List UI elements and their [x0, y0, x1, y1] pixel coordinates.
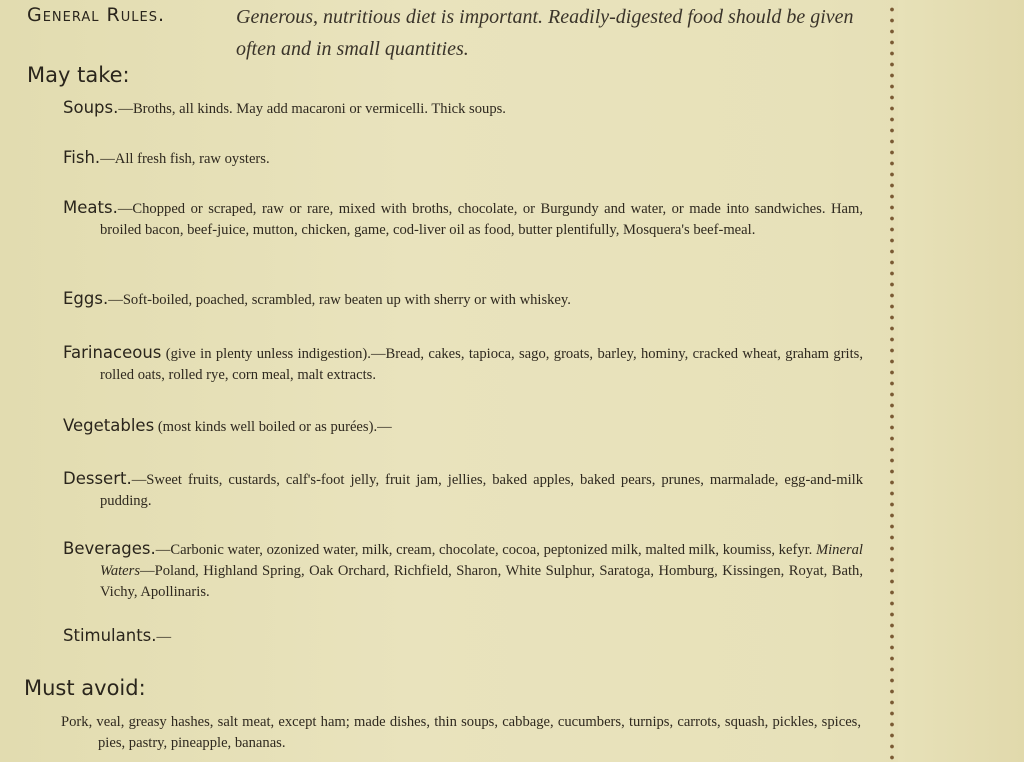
- farinaceous-label: Farinaceous: [63, 343, 162, 362]
- general-rules-text: Generous, nutritious diet is important. Readily-digested food should be given often and in small quantities.: [236, 6, 854, 60]
- dessert-label: Dessert.: [63, 469, 132, 488]
- farinaceous-text: (give in plenty unless indigestion).—Bread, cakes, tapioca, sago, groats, barley, hominy, cracked wheat, graham grits, rolled oats, rolled rye, corn meal, malt extracts.: [100, 346, 863, 383]
- meats-label: Meats.: [63, 198, 118, 217]
- stimulants-entry: [63, 625, 863, 648]
- fish-label: Fish.: [63, 148, 101, 167]
- vegetables-label: Vegetables: [63, 416, 155, 435]
- vegetables-text: (most kinds well boiled or as purées).—: [154, 419, 392, 435]
- mineral-waters-label: Mineral Waters: [100, 542, 863, 579]
- farinaceous-entry: [63, 342, 863, 386]
- soups-label: Soups.: [63, 98, 119, 117]
- must-avoid-entry: [61, 712, 861, 754]
- eggs-text: —Soft-boiled, poached, scrambled, raw beaten up with sherry or with whiskey.: [108, 292, 571, 308]
- stimulants-text: —: [156, 629, 172, 645]
- fish-entry: [63, 147, 863, 170]
- meats-text: —Chopped or scraped, raw or rare, mixed with broths, chocolate, or Burgundy and water, or made into sandwiches. Ham, broiled bacon, beef-juice, mutton, chicken, game, cod-liver oil as food, butter plentifully, Mosquera's beef-meal.: [100, 201, 863, 238]
- dessert-text: —Sweet fruits, custards, calf's-foot jelly, fruit jam, jellies, baked apples, baked pears, prunes, marmalade, egg-and-milk pudding.: [100, 472, 863, 509]
- general-rules-title: General Rules.: [27, 4, 166, 26]
- must-avoid-heading: Must avoid:: [24, 676, 146, 700]
- soups-text: —Broths, all kinds. May add macaroni or vermicelli. Thick soups.: [118, 101, 506, 117]
- meats-entry: [63, 197, 863, 241]
- beverages-label: Beverages.: [63, 539, 156, 558]
- beverages-text-b: —Poland, Highland Spring, Oak Orchard, Richfield, Sharon, White Sulphur, Saratoga, Homburg, Kissingen, Royat, Bath, Vichy, Apollinaris.: [100, 563, 863, 600]
- soups-entry: [63, 97, 863, 120]
- perforation-dots: [889, 4, 895, 762]
- must-avoid-text: Pork, veal, greasy hashes, salt meat, except ham; made dishes, thin soups, cabbage, cucumbers, turnips, carrots, squash, pickles, spices, pies, pastry, pineapple, bananas.: [61, 714, 861, 751]
- beverages-entry: [63, 538, 863, 603]
- fish-text: —All fresh fish, raw oysters.: [100, 151, 270, 167]
- eggs-entry: [63, 288, 863, 311]
- page-margin: [898, 0, 1024, 762]
- eggs-label: Eggs.: [63, 289, 109, 308]
- may-take-heading: May take:: [27, 63, 130, 87]
- stimulants-label: Stimulants.: [63, 626, 157, 645]
- vegetables-entry: [63, 415, 863, 438]
- dessert-entry: [63, 468, 863, 512]
- beverages-text-a: —Carbonic water, ozonized water, milk, cream, chocolate, cocoa, peptonized milk, malted milk, koumiss, kefyr.: [155, 542, 816, 558]
